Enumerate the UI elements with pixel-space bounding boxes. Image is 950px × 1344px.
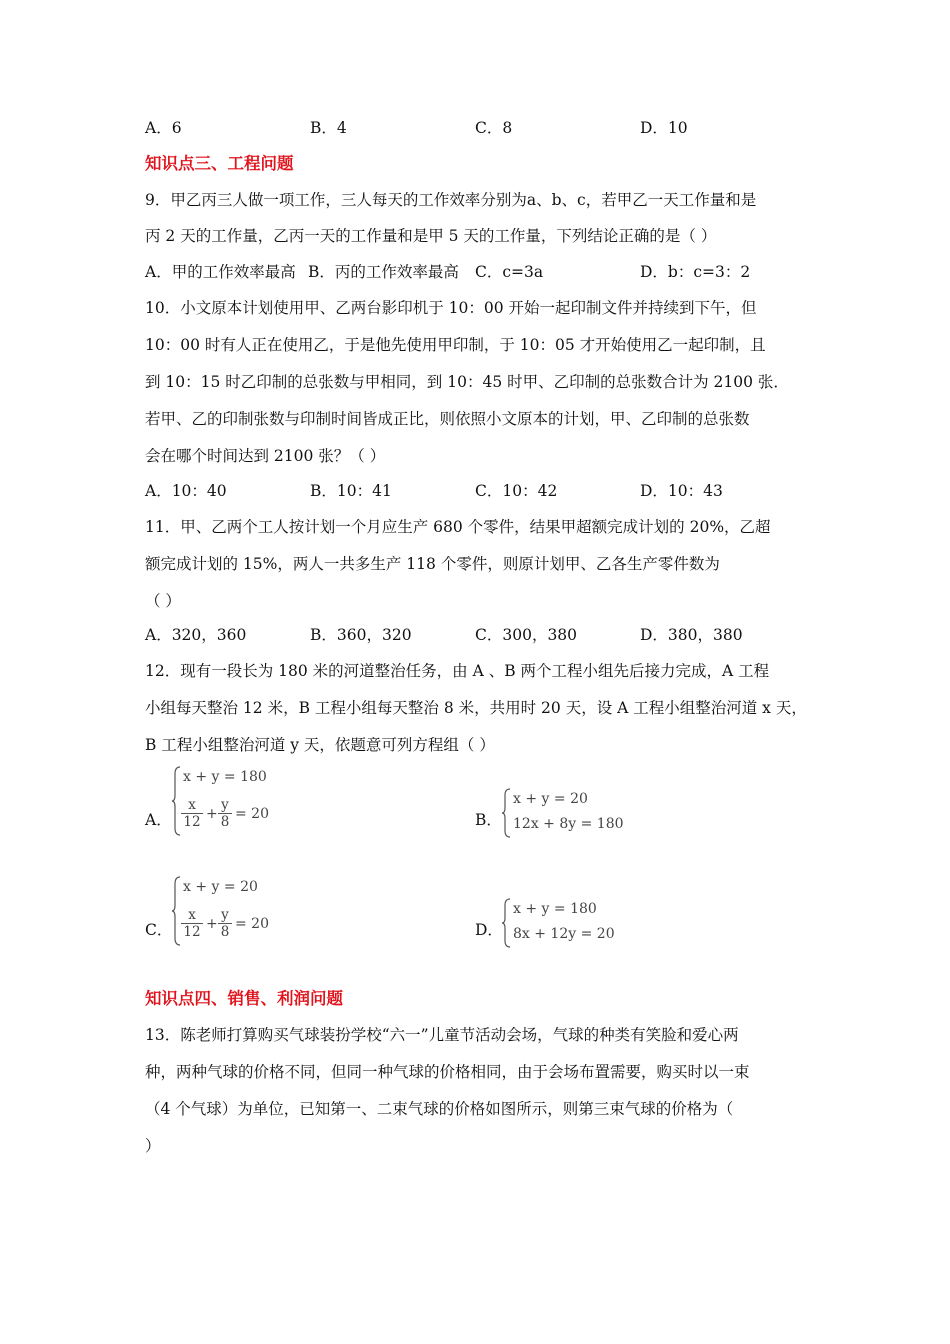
q12-c-numerator-1: x — [188, 907, 196, 923]
q12-a-fraction-2 — [218, 797, 232, 830]
q9-option-b: B．丙的工作效率最高 — [308, 263, 459, 281]
q10-option-b: B．10：41 — [310, 482, 392, 500]
q12-c-rhs: = 20 — [235, 916, 269, 932]
q12-b-equation-1: x + y = 20 — [513, 791, 588, 807]
q12-a-plus: + — [206, 806, 218, 822]
q12-b-equation-2: 12x + 8y = 180 — [513, 816, 624, 832]
q12-a-numerator-2: y — [221, 797, 229, 813]
q9-text-line-1: 9．甲乙丙三人做一项工作，三人每天的工作效率分别为a、b、c，若甲乙一天工作量和是 — [145, 191, 757, 209]
q12-c-denominator-1: 12 — [183, 924, 201, 940]
q11-text-line-2: 额完成计划的 15%，两人一共多生产 118 个零件，则原计划甲、乙各生产零件数为 — [145, 555, 720, 573]
brace-icon — [501, 788, 511, 838]
q12-c-denominator-2: 8 — [220, 924, 230, 940]
q12-option-b — [475, 788, 735, 840]
q9-option-a: A．甲的工作效率最高 — [145, 263, 296, 281]
q11-option-c: C．300，380 — [475, 626, 578, 644]
q11-text-line-3: （ ） — [145, 592, 181, 610]
q8-option-a: A．6 — [145, 119, 182, 137]
q9-text-line-2: 丙 2 天的工作量，乙丙一天的工作量和是甲 5 天的工作量，下列结论正确的是（ ） — [145, 227, 717, 245]
q12-option-c — [145, 876, 405, 948]
q13-text-line-3: （4 个气球）为单位，已知第一、二束气球的价格如图所示，则第三束气球的价格为（ — [145, 1100, 734, 1118]
q10-option-d: D．10：43 — [640, 482, 723, 500]
q12-text-line-3: B 工程小组整治河道 y 天，依题意可列方程组（ ） — [145, 736, 495, 754]
q13-text-line-2: 种，两种气球的价格不同，但同一种气球的价格相同，由于会场布置需要，购买时以一束 — [145, 1063, 750, 1081]
q12-a-numerator-1: x — [188, 797, 196, 813]
q12-option-d-label: D． — [475, 921, 503, 939]
q10-option-a: A．10：40 — [145, 482, 227, 500]
q13-text-line-1: 13．陈老师打算购买气球装扮学校“六一”儿童节活动会场，气球的种类有笑脸和爱心两 — [145, 1026, 739, 1044]
q12-text-line-2: 小组每天整治 12 米，B 工程小组每天整治 8 米，共用时 20 天，设 A 工程小组整治河道 x 天， — [145, 699, 807, 717]
brace-icon — [171, 766, 181, 836]
q12-option-a — [145, 766, 405, 838]
q12-d-equation-2: 8x + 12y = 20 — [513, 926, 615, 942]
q12-option-a-label: A． — [145, 811, 172, 829]
q9-option-d: D．b：c=3：2 — [640, 263, 751, 281]
q12-a-denominator-2: 8 — [220, 814, 230, 830]
q11-option-a: A．320，360 — [145, 626, 247, 644]
q11-option-d: D．380，380 — [640, 626, 743, 644]
q12-a-equation-1: x + y = 180 — [183, 769, 267, 785]
q8-option-c: C．8 — [475, 119, 513, 137]
q12-c-equation-1: x + y = 20 — [183, 879, 258, 895]
q12-a-fraction-1 — [181, 797, 203, 830]
q8-option-d: D．10 — [640, 119, 688, 137]
q12-c-fraction-1 — [181, 907, 203, 940]
q12-option-c-label: C． — [145, 921, 173, 939]
q13-text-line-4: ） — [145, 1137, 161, 1155]
section-heading-engineering: 知识点三、工程问题 — [145, 154, 294, 173]
section-heading-sales-profit: 知识点四、销售、利润问题 — [145, 989, 343, 1008]
q12-c-numerator-2: y — [221, 907, 229, 923]
q11-option-b: B．360，320 — [310, 626, 412, 644]
q10-text-line-5: 会在哪个时间达到 2100 张？（ ） — [145, 447, 386, 465]
q9-option-c: C．c=3a — [475, 263, 544, 281]
q11-text-line-1: 11．甲、乙两个工人按计划一个月应生产 680 个零件，结果甲超额完成计划的 20%，乙超 — [145, 518, 771, 536]
q12-text-line-1: 12．现有一段长为 180 米的河道整治任务，由 A 、B 两个工程小组先后接力完成，A 工程 — [145, 662, 770, 680]
q12-c-plus: + — [206, 916, 218, 932]
q12-d-equation-1: x + y = 180 — [513, 901, 597, 917]
q10-text-line-1: 10．小文原本计划使用甲、乙两台影印机于 10：00 开始一起印制文件并持续到下午，但 — [145, 299, 757, 317]
q12-c-fraction-2 — [218, 907, 232, 940]
brace-icon — [501, 898, 511, 948]
brace-icon — [171, 876, 181, 946]
q10-text-line-4: 若甲、乙的印制张数与印制时间皆成正比，则依照小文原本的计划，甲、乙印制的总张数 — [145, 410, 750, 428]
q12-a-rhs: = 20 — [235, 806, 269, 822]
q12-option-d — [475, 898, 735, 950]
q10-text-line-3: 到 10：15 时乙印制的总张数与甲相同，到 10：45 时甲、乙印制的总张数合计为 2100 张． — [145, 373, 789, 391]
q10-option-c: C．10：42 — [475, 482, 558, 500]
q8-option-b: B．4 — [310, 119, 347, 137]
q12-a-denominator-1: 12 — [183, 814, 201, 830]
q10-text-line-2: 10：00 时有人正在使用乙，于是他先使用甲印制，于 10：05 才开始使用乙一起印制，且 — [145, 336, 766, 354]
q12-option-b-label: B． — [475, 811, 502, 829]
